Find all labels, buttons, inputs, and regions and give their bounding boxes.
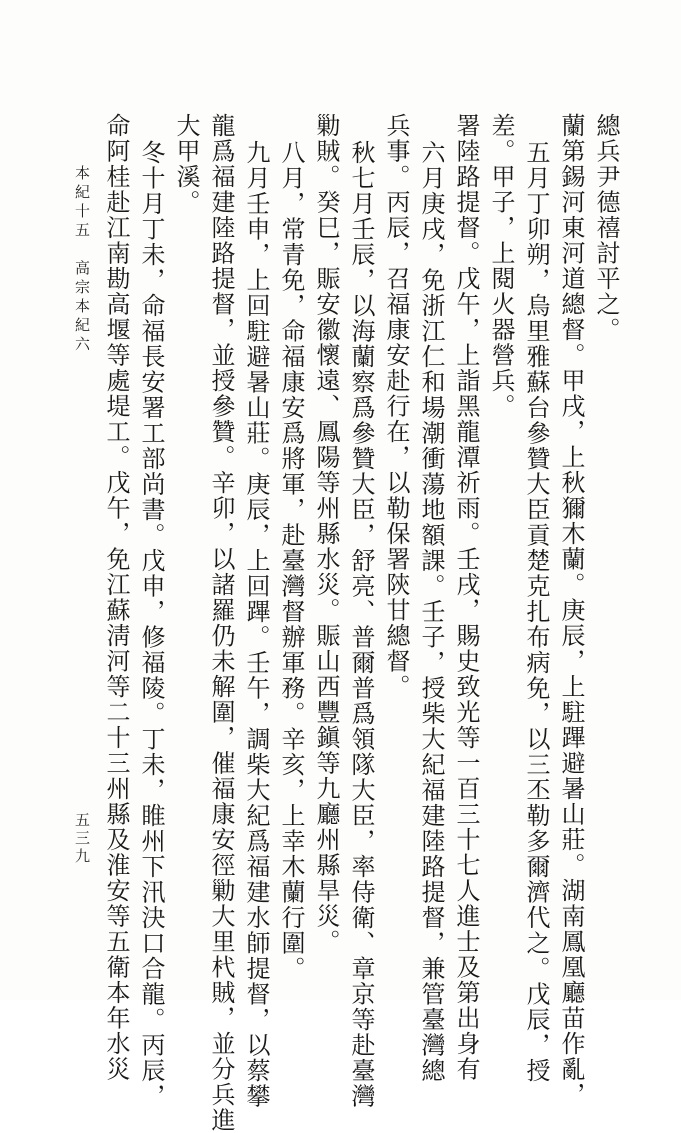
text-column-15: 命阿桂赴江南勘高堰等處堤工。戊午，免江蘇淸河等二十三州縣及淮安等五衛本年水災 bbox=[102, 113, 130, 1082]
text-column-3: 五月丁卯朔，烏里雅蘇台參贊大臣貢楚克扎布病免，以三丕勒多爾濟代之。戊辰，授 bbox=[522, 140, 550, 1084]
text-column-2: 蘭第錫河東河道總督。甲戌，上秋獮木蘭。庚辰，上駐蹕避暑山莊。湖南鳳凰廳苗作亂， bbox=[557, 113, 585, 1108]
text-column-7: 兵事。丙辰，召福康安赴行在，以勒保署陝甘總督。 bbox=[382, 113, 410, 700]
text-column-9: 勦賊。癸巳，賑安徽懷遠、鳳陽等州縣水災。賑山西豐鎭等九廳州縣旱災。 bbox=[312, 113, 340, 955]
text-column-12: 龍爲福建陸路提督，並授參贊。辛卯，以諸羅仍未解圍，催福康安徑勦大里杙賊，並分兵進 bbox=[207, 113, 235, 1133]
page-number: 五三九 bbox=[73, 812, 91, 866]
text-column-14: 冬十月丁未，命福長安署工部尚書。戊申，修福陵。丁未，睢州下汛決口合龍。丙辰， bbox=[137, 140, 165, 1109]
text-column-5: 署陸路提督。戊午，上詣黑龍潭祈雨。壬戌，賜史致光等一百三十七人進士及第出身有 bbox=[452, 113, 480, 1082]
text-column-6: 六月庚戌，免浙江仁和場潮衝蕩地額課。壬子，授柴大紀福建陸路提督，兼管臺灣總 bbox=[417, 140, 445, 1084]
text-column-11: 九月壬申，上回駐避暑山莊。庚辰，上回蹕。壬午，調柴大紀爲福建水師提督，以蔡攀 bbox=[242, 140, 270, 1109]
text-column-8: 秋七月壬辰，以海蘭察爲參贊大臣，舒亮、普爾普爲領隊大臣，率侍衛、章京等赴臺灣 bbox=[347, 140, 375, 1109]
text-column-10: 八月，常青免，命福康安爲將軍，赴臺灣督辦軍務。辛亥，上幸木蘭行圍。 bbox=[277, 140, 305, 982]
text-column-1: 總兵尹德禧討平之。 bbox=[592, 113, 620, 343]
running-header: 本紀十五 高宗本紀六 bbox=[73, 165, 91, 355]
text-column-13: 大甲溪。 bbox=[172, 113, 200, 215]
text-column-4: 差。甲子，上閱火器營兵。 bbox=[487, 113, 515, 419]
